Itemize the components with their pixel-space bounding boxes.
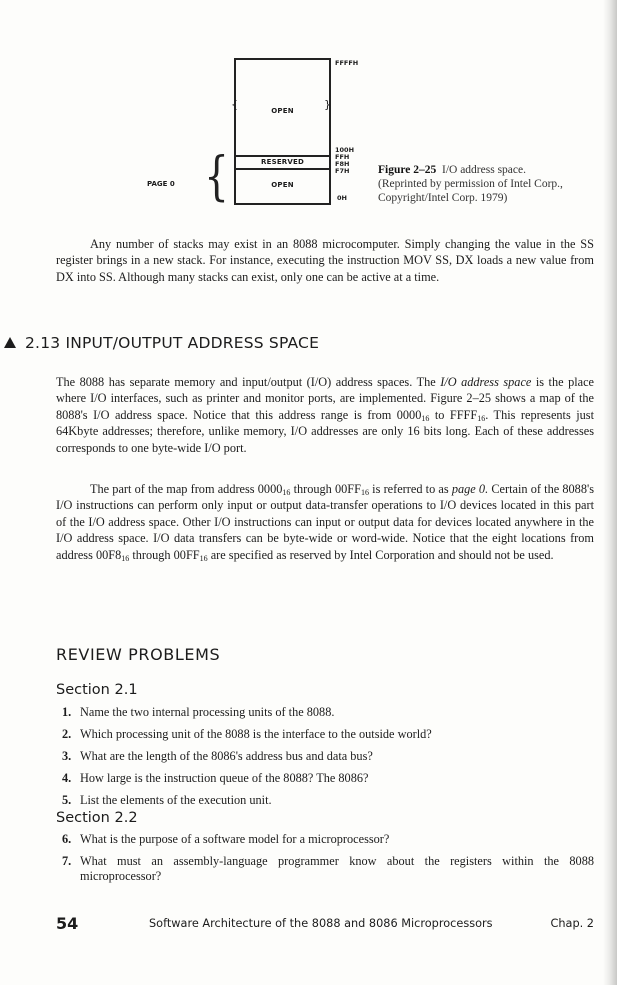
addr-label-group: 100H FFH F8H F7H (335, 146, 355, 175)
map-region-open-lower: OPEN (271, 181, 294, 189)
page0-label: PAGE 0 (147, 180, 175, 188)
addr-label-bottom: 0H (337, 194, 347, 202)
question-item: 4. How large is the instruction queue of the 8088? The 8086? (62, 771, 369, 785)
question-list (62, 832, 594, 891)
map-region-reserved: RESERVED (261, 158, 304, 166)
question-item: 5. List the elements of the execution unit. (62, 793, 272, 807)
break-mark-right: } (324, 98, 331, 111)
section-title: 2.13 INPUT/OUTPUT ADDRESS SPACE (25, 334, 320, 352)
paragraph-page0: The part of the map from address $0000_{16}$ through $00FF_{16}$ is referred to as page 0. Certain of the 8088's I/O instructions can perform only input or output data-transfer operations to I/O devices located in this part of the I/O address space. Other I/O instructions can input or output data for devices located anywhere in the I/O address space. I/O data transfers can be byte-wide or word-wide. Notice that the eight locations from address $00F8_{16}$ through $00FF_{16}$ are specified as reserved by Intel Corporation and should not be used. (56, 482, 594, 563)
page-footer (56, 914, 594, 934)
paragraph-stacks: Any number of stacks may exist in an 8088 microcomputer. Simply changing the value in the SS register brings in a new stack. For instance, executing the instruction MOV SS, DX loads a new value from DX into SS. Although many stacks can exist, only one can be active at a time. (56, 237, 594, 284)
chapter-label: Chap. 2 (550, 917, 594, 930)
addr-label-top: FFFFH (335, 59, 359, 67)
map-region-open-upper: OPEN (271, 107, 294, 115)
io-address-figure (0, 0, 617, 235)
map-divider (236, 155, 329, 157)
question-list (62, 705, 594, 815)
question-item: 7. What must an assembly-language programmer know about the registers within the 8088 microprocessor? (62, 854, 594, 883)
caption-label: Figure 2–25 (378, 164, 437, 176)
subsection-heading: Section 2.1 (56, 682, 138, 698)
page-number: 54 (56, 914, 79, 933)
running-title: Software Architecture of the 8088 and 8086 Microprocessors (149, 917, 493, 930)
review-problems-heading: REVIEW PROBLEMS (56, 645, 221, 664)
break-mark-left: { (231, 98, 238, 111)
question-item: 2. Which processing unit of the 8088 is the interface to the outside world? (62, 727, 432, 741)
paragraph-io-space: The 8088 has separate memory and input/output (I/O) address spaces. The I/O address space is the place where I/O interfaces, such as printer and monitor ports, are implemented. Figure 2–25 shows a map of the 8088's I/O address space. Notice that this address range is from $0000_{16}$ to $FFFF_{16}$. This represents just 64Kbyte addresses; therefore, unlike memory, I/O addresses are only 16 bits long. Each of these addresses corresponds to one byte-wide I/O port. (56, 375, 595, 455)
map-divider (236, 168, 329, 170)
question-item: 6. What is the purpose of a software model for a microprocessor? (62, 832, 390, 846)
triangle-bullet-icon (4, 337, 16, 348)
page0-brace: { (204, 147, 229, 207)
figure-caption (378, 163, 578, 205)
question-item: 3. What are the length of the 8086's address bus and data bus? (62, 749, 373, 763)
io-address-map (231, 58, 331, 205)
section-heading (0, 334, 319, 352)
subsection-heading: Section 2.2 (56, 810, 138, 826)
question-item: 1. Name the two internal processing units of the 8088. (62, 705, 335, 719)
caption-text: I/O address space. (Reprinted by permission of Intel Corp., Copyright/Intel Corp. 1979) (378, 164, 563, 204)
